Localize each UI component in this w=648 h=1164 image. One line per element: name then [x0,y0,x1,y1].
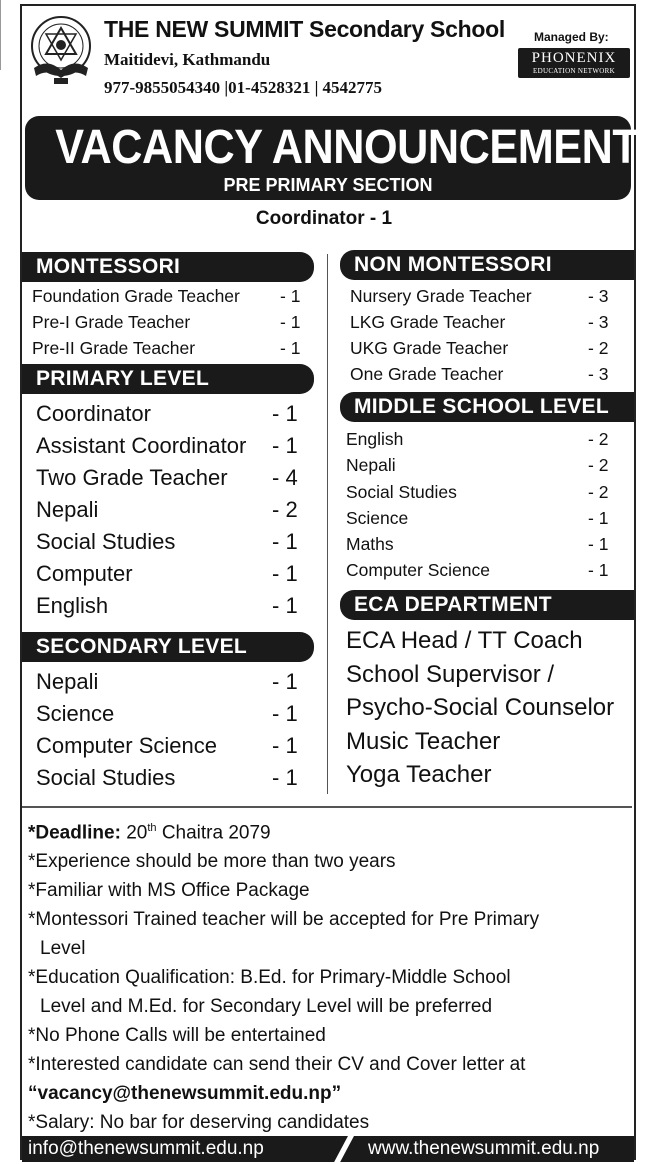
experience-note: *Experience should be more than two years [28,851,396,873]
list-item: Computer Science - 1 [36,733,298,758]
montessori-note: *Montessori Trained teacher will be accepted for Pre Primary [28,909,540,931]
phoenix-name: PHONENIX [531,50,617,66]
eca-department-header: ECA DEPARTMENT [340,590,634,620]
middle-school-list [346,426,622,584]
vacancy-email[interactable]: “vacancy@thenewsummit.edu.np” [28,1083,342,1105]
montessori-header: MONTESSORI [22,252,314,282]
list-item: Pre-I Grade Teacher - 1 [32,312,301,332]
list-item: Computer - 1 [36,561,298,586]
montessori-list [32,283,312,361]
list-item: English - 1 [36,593,298,618]
left-edge-line [0,0,1,70]
cv-note: *Interested candidate can send their CV and Cover letter at [28,1054,526,1076]
salary-note: *Salary: No bar for deserving candidates [28,1112,370,1134]
deadline-note: *Deadline: 20th Chaitra 2079 [28,822,271,844]
eca-department-list [346,624,632,792]
montessori-note-cont: Level [40,938,86,960]
phoenix-subtitle: EDUCATION NETWORK [533,67,615,75]
non-montessori-header: NON MONTESSORI [340,250,634,280]
education-note-cont: Level and M.Ed. for Secondary Level will be preferred [40,996,493,1018]
list-item: Assistant Coordinator - 1 [36,433,298,458]
school-phone: 977-9855054340 |01-4528321 | 4542775 [104,78,383,97]
list-item: Nursery Grade Teacher - 3 [350,286,609,306]
pre-primary-coordinator: Coordinator - 1 [255,208,393,229]
ms-office-note: *Familiar with MS Office Package [28,880,310,902]
school-name: THE NEW SUMMIT Secondary School [104,16,505,42]
vacancy-banner [25,116,639,200]
list-item: Nepali - 2 [36,497,298,522]
list-item: Nepali - 2 [346,455,609,476]
list-item: Science - 1 [36,701,298,726]
list-item: One Grade Teacher - 3 [350,364,609,384]
column-divider [327,254,328,794]
list-item: School Supervisor / [346,660,555,688]
requirements-notes [28,814,628,1137]
banner-subtitle: PRE PRIMARY SECTION [223,175,433,195]
list-item: Foundation Grade Teacher - 1 [32,286,301,306]
list-item: Maths - 1 [346,534,609,555]
banner-title: VACANCY ANNOUNCEMENT [55,121,639,174]
list-item: Social Studies - 1 [36,765,298,790]
managed-by-label: Managed By: [534,30,609,44]
list-item: Social Studies - 1 [36,529,298,554]
secondary-level-header: SECONDARY LEVEL [22,632,314,662]
list-item: Psycho-Social Counselor [346,694,615,721]
list-item: English - 2 [346,429,609,449]
school-address: Maitidevi, Kathmandu [104,50,271,69]
list-item: ECA Head / TT Coach [346,627,583,654]
secondary-level-list [36,666,316,794]
middle-school-header: MIDDLE SCHOOL LEVEL [340,392,634,422]
education-note: *Education Qualification: B.Ed. for Primary-Middle School [28,967,511,989]
footer-bar [22,1136,634,1162]
footer-website[interactable]: www.thenewsummit.edu.np [368,1138,600,1159]
list-item: Pre-II Grade Teacher - 1 [32,338,301,358]
list-item: Social Studies - 2 [346,481,609,502]
school-logo [28,14,94,96]
footer-slash-divider [332,1136,354,1164]
section-divider [22,806,632,808]
primary-level-header: PRIMARY LEVEL [22,364,314,394]
no-calls-note: *No Phone Calls will be entertained [28,1025,326,1047]
footer-email[interactable]: info@thenewsummit.edu.np [28,1138,264,1159]
list-item: Science - 1 [346,507,609,528]
non-montessori-list [350,283,620,387]
list-item: Yoga Teacher [346,761,492,788]
list-item: Music Teacher [346,727,501,755]
list-item: UKG Grade Teacher - 2 [350,338,609,358]
list-item: Coordinator - 1 [36,401,298,426]
list-item: Nepali - 1 [36,669,298,694]
primary-level-list [36,398,316,622]
list-item: Computer Science - 1 [346,560,609,581]
list-item: Two Grade Teacher - 4 [36,465,298,490]
phoenix-logo [518,48,630,78]
list-item: LKG Grade Teacher - 3 [350,312,609,332]
